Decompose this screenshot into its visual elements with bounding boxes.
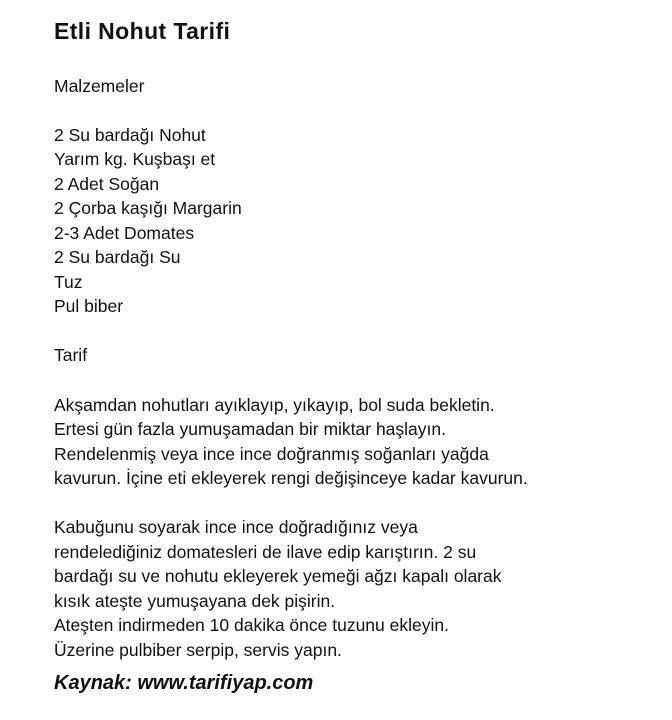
ingredient-item: Yarım kg. Kuşbaşı et [54,149,216,169]
ingredients-heading: Malzemeler [54,76,145,96]
ingredient-item: 2 Su bardağı Su [54,247,181,267]
ingredient-item: 2 Adet Soğan [54,174,160,194]
method-line: Rendelenmiş veya ince ince doğranmış soğanları yağda [54,444,489,464]
method-line: bardağı su ve nohutu ekleyerek yemeği ağzı kapalı olarak [54,566,502,586]
method-line: Ateşten indirmeden 10 dakika önce tuzunu ekleyin. [54,615,449,635]
method-line: Kabuğunu soyarak ince ince doğradığınız veya [54,517,418,537]
ingredient-item: 2-3 Adet Domates [54,223,195,243]
method-line: Ertesi gün fazla yumuşamadan bir miktar haşlayın. [54,419,446,439]
method-heading: Tarif [54,345,88,365]
method-line: rendelediğiniz domatesleri de ilave edip karıştırın. 2 su [54,542,477,562]
recipe-title: Etli Nohut Tarifi [54,18,231,44]
method-line: Akşamdan nohutları ayıklayıp, yıkayıp, bol suda bekletin. [54,395,495,415]
method-line: Üzerine pulbiber serpip, servis yapın. [54,640,342,660]
method-line: kavurun. İçine eti ekleyerek rengi değişinceye kadar kavurun. [54,468,528,488]
method-line: kısık ateşte yumuşayana dek pişirin. [54,591,336,611]
ingredient-item: Tuz [54,272,83,292]
source-credit: Kaynak: www.tarifiyap.com [54,672,314,694]
ingredient-item: 2 Su bardağı Nohut [54,125,206,145]
ingredient-item: Pul biber [54,296,124,316]
ingredient-item: 2 Çorba kaşığı Margarin [54,198,242,218]
